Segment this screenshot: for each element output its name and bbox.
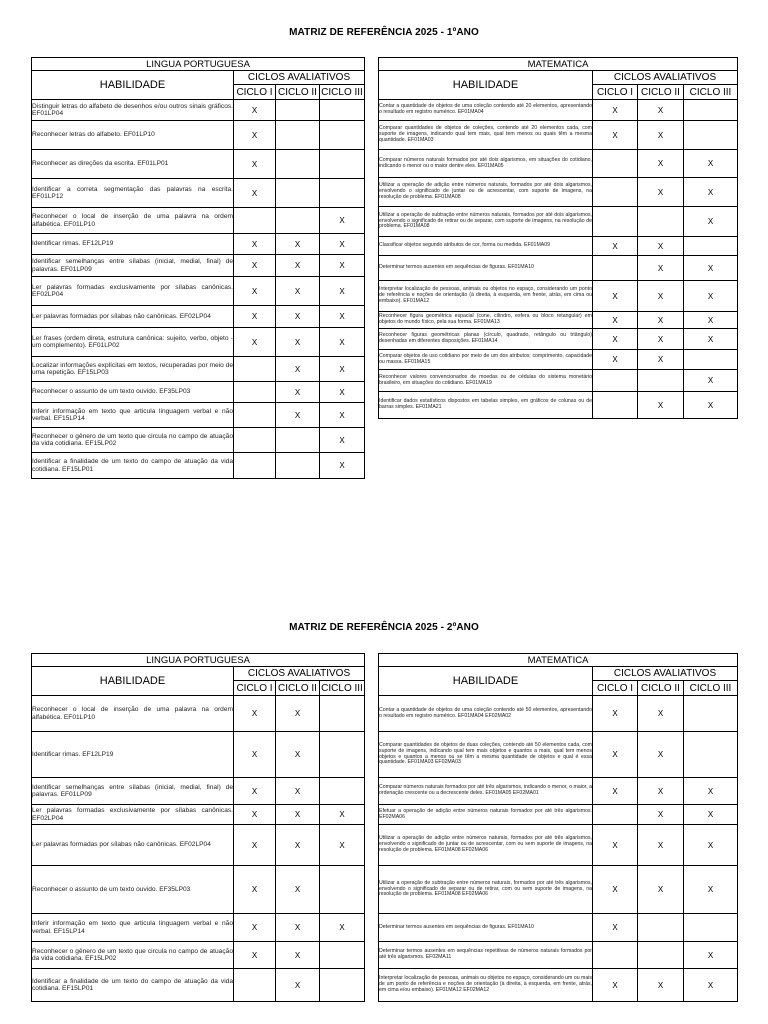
table-row: [32, 150, 365, 179]
habilidade-cell: Identificar a finalidade de um texto do campo de atuação da vida cotidiana. EF15LP01: [32, 969, 234, 1002]
ciclo-ii-mark: X: [276, 696, 320, 732]
ciclo-i-mark: [234, 428, 276, 453]
ciclo-iii-mark: X: [320, 255, 365, 277]
ciclo-iii-mark: X: [684, 281, 738, 312]
ciclo-ii-mark: [638, 370, 684, 392]
ciclo-ii-mark: [276, 428, 320, 453]
ciclo-iii-mark: [684, 237, 738, 256]
ciclo-iii-header: CICLO III: [684, 85, 738, 100]
ciclo-i-mark: X: [234, 150, 276, 179]
ciclo-i-header: CICLO I: [593, 681, 638, 696]
habilidade-cell: Comparar números naturais formados por até dois algarismos, em situações do cotidiano, indicando o menor ou o maior dentre eles. EF01MA05: [379, 150, 593, 178]
ciclo-ii-mark: X: [638, 121, 684, 150]
habilidade-cell: Identificar semelhanças entre sílabas (inicial, medial, final) de palavras. EF01LP09: [32, 778, 234, 805]
table-row: [379, 969, 738, 1002]
table-row: [379, 312, 738, 329]
table-row: [379, 370, 738, 392]
ciclo-iii-mark: [684, 732, 738, 778]
ciclo-iii-mark: [320, 100, 365, 121]
ciclo-iii-header: CICLO III: [321, 86, 363, 98]
ciclo-ii-mark: X: [638, 696, 684, 732]
habilidade-cell: Comparar quantidades de objetos de coleções, contendo até 20 elementos cada, com suporte de imagens, indicando qual tem mais, qual tem menos ou quais têm a mesma quantidade. EF01MA03: [379, 121, 593, 150]
habilidade-cell: Determinar termos ausentes em sequências de figuras. EF01MA10: [379, 256, 593, 281]
habilidade-cell: Identificar rimas. EF12LP19: [32, 732, 234, 778]
ciclo-i-mark: X: [593, 329, 638, 350]
ciclo-ii-mark: X: [638, 178, 684, 207]
habilidade-cell: Reconhecer o assunto de um texto ouvido. EF35LP03: [32, 382, 234, 403]
table-row: [379, 121, 738, 150]
habilidade-header: HABILIDADE: [379, 667, 593, 696]
habilidade-cell: Reconhecer o gênero de um texto que circula no campo de atuação da vida cotidiana. EF15LP02: [32, 942, 234, 969]
habilidade-cell: Determinar termos ausentes em sequências de figuras. EF01MA10: [379, 914, 593, 942]
table-row: [379, 100, 738, 121]
table-row: [379, 178, 738, 207]
ciclo-iii-mark: [684, 100, 738, 121]
ciclo-i-mark: [593, 392, 638, 419]
table-row: [32, 825, 365, 866]
table-row: [32, 914, 365, 942]
ciclo-i-mark: [234, 969, 276, 1002]
ciclo-i-header: CICLO I: [593, 85, 638, 100]
ciclo-ii-mark: [638, 914, 684, 942]
table-row: [32, 732, 365, 778]
table-row: [379, 732, 738, 778]
habilidade-cell: Reconhecer o local de inserção de uma palavra na ordem alfabética. EF01LP10: [32, 208, 234, 234]
ciclo-iii-mark: [684, 696, 738, 732]
ciclo-ii-mark: [276, 100, 320, 121]
ciclo-ii-mark: X: [638, 237, 684, 256]
habilidade-cell: Reconhecer o gênero de um texto que circula no campo de atuação da vida cotidiana. EF15LP02: [32, 428, 234, 453]
ciclo-iii-mark: X: [320, 357, 365, 382]
habilidade-cell: Utilizar a operação de adição entre números naturais, formados por até dois algarismos, envolvendo o significado de juntar ou de acrescentar, com suporte de imagens, na resolução de problema. EF01MA08: [379, 178, 593, 207]
table-row: [32, 969, 365, 1002]
habilidade-cell: Determinar termos ausentes em sequências repetitivas de números naturais formados por até três algarismos. EF02MA11: [379, 942, 593, 969]
ciclo-ii-mark: X: [276, 942, 320, 969]
habilidade-cell: Inferir informação em texto que articula linguagem verbal e não verbal. EF15LP14: [32, 914, 234, 942]
ciclo-iii-mark: X: [320, 306, 365, 328]
subject-header: MATEMATICA: [379, 58, 738, 71]
ciclo-iii-mark: X: [320, 208, 365, 234]
ciclo-i-mark: X: [234, 942, 276, 969]
ciclo-iii-mark: X: [684, 207, 738, 237]
table-row: [32, 100, 365, 121]
table-row: [379, 350, 738, 370]
subject-header: LINGUA PORTUGUESA: [32, 654, 365, 667]
table-row: [32, 121, 365, 150]
table-row: [32, 453, 365, 479]
ciclo-iii-mark: X: [320, 277, 365, 306]
ciclo-iii-mark: X: [684, 370, 738, 392]
ciclo-ii-mark: [638, 207, 684, 237]
habilidade-cell: Ler palavras formadas exclusivamente por sílabas canônicas. EF02LP04: [32, 277, 234, 306]
table-row: [379, 281, 738, 312]
ciclo-ii-mark: [638, 942, 684, 969]
ciclo-i-mark: X: [234, 255, 276, 277]
ciclo-iii-mark: X: [320, 914, 365, 942]
habilidade-cell: Efetuar a operação de adição entre números naturais formados por até três algarismos. EF02MA06: [379, 805, 593, 825]
ciclo-i-mark: X: [234, 179, 276, 208]
subject-header: LINGUA PORTUGUESA: [32, 58, 365, 71]
ciclo-ii-mark: X: [276, 825, 320, 866]
ciclo-i-mark: [234, 403, 276, 428]
table-row: [32, 942, 365, 969]
ciclo-iii-header: CICLO III: [321, 682, 363, 694]
habilidade-cell: Identificar rimas. EF12LP19: [32, 234, 234, 255]
ciclo-iii-mark: [684, 121, 738, 150]
ciclo-iii-mark: X: [684, 969, 738, 1002]
table-row: [32, 403, 365, 428]
ciclo-iii-header: CICLO III: [684, 681, 738, 696]
ciclo-iii-mark: X: [320, 825, 365, 866]
ciclo-i-mark: [593, 150, 638, 178]
table-row: [32, 805, 365, 825]
ciclo-ii-mark: X: [638, 969, 684, 1002]
ciclo-iii-mark: [320, 969, 365, 1002]
table-row: [32, 234, 365, 255]
ciclo-i-mark: X: [234, 277, 276, 306]
mt-table: [378, 653, 738, 1002]
ciclo-iii-mark: X: [684, 150, 738, 178]
ciclo-iii-mark: X: [684, 312, 738, 329]
ciclo-ii-mark: X: [638, 825, 684, 866]
ciclo-i-mark: X: [234, 732, 276, 778]
table-row: [32, 306, 365, 328]
ciclo-ii-mark: X: [638, 392, 684, 419]
habilidade-header: HABILIDADE: [32, 71, 234, 100]
ciclo-ii-mark: X: [276, 914, 320, 942]
ciclo-iii-mark: X: [320, 428, 365, 453]
ciclo-i-mark: [234, 453, 276, 479]
ciclo-iii-mark: [320, 732, 365, 778]
table-row: [32, 382, 365, 403]
ciclo-ii-mark: X: [276, 328, 320, 357]
ciclo-iii-mark: X: [320, 328, 365, 357]
ciclo-i-mark: X: [593, 825, 638, 866]
ciclo-iii-mark: X: [684, 778, 738, 805]
ciclo-iii-mark: X: [320, 234, 365, 255]
habilidade-cell: Ler palavras formadas por sílabas não canônicas. EF02LP04: [32, 306, 234, 328]
ciclo-i-header: CICLO I: [234, 85, 276, 100]
ciclo-ii-mark: X: [638, 100, 684, 121]
lp-table: [31, 653, 365, 1002]
ciclo-ii-mark: [276, 208, 320, 234]
habilidade-cell: Identificar semelhanças entre sílabas (inicial, medial, final) de palavras. EF01LP09: [32, 255, 234, 277]
ciclo-ii-mark: X: [276, 403, 320, 428]
ciclo-ii-header: CICLO II: [276, 681, 320, 696]
ciclo-ii-mark: X: [276, 732, 320, 778]
ciclo-iii-mark: [320, 696, 365, 732]
habilidade-cell: Inferir informação em texto que articula linguagem verbal e não verbal. EF15LP14: [32, 403, 234, 428]
habilidade-cell: Comparar objetos de uso cotidiano por meio de um dos atributos: comprimento, capacidade ou massa. EF01MA15: [379, 350, 593, 370]
section-title: MATRIZ DE REFERÊNCIA 2025 - 2ºANO: [289, 622, 479, 633]
habilidade-cell: Reconhecer o local de inserção de uma palavra na ordem alfabética. EF01LP10: [32, 696, 234, 732]
table-row: [32, 255, 365, 277]
ciclos-header: CICLOS AVALIATIVOS: [234, 667, 365, 681]
ciclo-ii-mark: [276, 121, 320, 150]
ciclo-iii-mark: X: [684, 825, 738, 866]
habilidade-cell: Reconhecer as direções da escrita. EF01LP01: [32, 150, 234, 179]
ciclo-ii-mark: X: [276, 382, 320, 403]
table-row: [379, 914, 738, 942]
habilidade-cell: Ler palavras formadas exclusivamente por sílabas canônicas. EF02LP04: [32, 805, 234, 825]
ciclo-ii-mark: X: [638, 281, 684, 312]
habilidade-cell: Identificar dados estatísticos dispostos em tabelas simples, em gráficos de colunas ou de barras simples. EF01MA21: [379, 392, 593, 419]
habilidade-cell: Distinguir letras do alfabeto de desenhos e/ou outros sinais gráficos. EF01LP04: [32, 100, 234, 121]
habilidade-cell: Reconhecer figura geométrica espacial (cone, cilindro, esfera ou bloco retangular) em objetos do mundo físico, pela sua forma. EF01MA13: [379, 312, 593, 329]
ciclos-header: CICLOS AVALIATIVOS: [593, 71, 738, 85]
habilidade-cell: Contar a quantidade de objetos de uma coleção contendo até 20 elementos, apresentando o resultado em registro numérico. EF01MA04: [379, 100, 593, 121]
ciclo-i-mark: X: [234, 825, 276, 866]
habilidade-cell: Comparar quantidades de objetos de duas coleções, contendo até 50 elementos cada, com suporte de imagens, indicando qual tem mais objetos e quantos a mais, qual tem menos objetos e quantos a menos ou se têm a mesma quantidade de objetos e qual é essa quantidade. EF01MA03 EF02MA03: [379, 732, 593, 778]
ciclo-i-mark: X: [593, 237, 638, 256]
ciclo-ii-mark: X: [638, 329, 684, 350]
ciclo-ii-mark: [276, 453, 320, 479]
ciclo-i-mark: X: [593, 350, 638, 370]
ciclo-iii-mark: X: [684, 392, 738, 419]
habilidade-cell: Reconhecer o assunto de um texto ouvido. EF35LP03: [32, 866, 234, 914]
habilidade-cell: Utilizar a operação de subtração entre números naturais, formados por até dois algarismos, envolvendo o significado de retirar ou de separar, com suporte de imagens, na resolução de problema. EF01MA08: [379, 207, 593, 237]
habilidade-cell: Classificar objetos segundo atributos de cor, forma ou medida. EF01MA09: [379, 237, 593, 256]
ciclo-iii-mark: [320, 778, 365, 805]
table-row: [32, 428, 365, 453]
habilidade-cell: Localizar informações explícitas em textos, recuperadas por meio de uma repetição. EF15LP03: [32, 357, 234, 382]
ciclo-i-mark: X: [593, 100, 638, 121]
lp-table: [31, 57, 365, 479]
ciclo-i-mark: X: [593, 121, 638, 150]
ciclo-ii-mark: X: [638, 866, 684, 914]
table-row: [32, 778, 365, 805]
ciclo-iii-mark: X: [320, 453, 365, 479]
ciclo-i-mark: X: [234, 696, 276, 732]
ciclo-i-mark: [593, 942, 638, 969]
ciclo-ii-mark: X: [276, 778, 320, 805]
habilidade-cell: Identificar a correta segmentação das palavras na escrita. EF01LP12: [32, 179, 234, 208]
ciclo-i-mark: X: [593, 969, 638, 1002]
table-row: [379, 256, 738, 281]
ciclo-iii-mark: [320, 866, 365, 914]
ciclo-i-mark: X: [593, 281, 638, 312]
ciclo-iii-mark: X: [684, 866, 738, 914]
habilidade-cell: Ler palavras formadas por sílabas não canônicas. EF02LP04: [32, 825, 234, 866]
ciclo-i-mark: [234, 357, 276, 382]
ciclo-ii-mark: X: [638, 732, 684, 778]
habilidade-cell: Interpretar localização de pessoas, animais ou objetos no espaço, considerando um ou mais de um ponto de referência e noções de orientação (à direita, à esquerda, em frente, atrás, em cima e/ou embaixo). EF01MA12 EF02MA12: [379, 969, 593, 1002]
table-row: [379, 942, 738, 969]
ciclo-i-mark: [593, 805, 638, 825]
table-row: [379, 805, 738, 825]
ciclo-i-mark: [234, 208, 276, 234]
ciclo-i-mark: X: [234, 234, 276, 255]
ciclos-header: CICLOS AVALIATIVOS: [234, 71, 365, 85]
ciclo-iii-mark: X: [320, 382, 365, 403]
ciclo-iii-mark: [684, 350, 738, 370]
ciclo-ii-mark: X: [276, 234, 320, 255]
ciclo-ii-mark: X: [276, 357, 320, 382]
ciclo-i-mark: X: [593, 914, 638, 942]
habilidade-header: HABILIDADE: [379, 71, 593, 100]
ciclo-iii-mark: X: [684, 805, 738, 825]
ciclo-ii-mark: X: [276, 277, 320, 306]
ciclo-iii-mark: [320, 121, 365, 150]
ciclo-ii-mark: X: [276, 969, 320, 1002]
section-title: MATRIZ DE REFERÊNCIA 2025 - 1ºANO: [289, 27, 479, 38]
habilidade-cell: Ler frases (ordem direta, estrutura canônica: sujeito, verbo, objeto - um complemento). EF01LP02: [32, 328, 234, 357]
ciclo-ii-mark: [276, 179, 320, 208]
table-row: [32, 696, 365, 732]
table-row: [32, 277, 365, 306]
table-row: [32, 328, 365, 357]
ciclos-header: CICLOS AVALIATIVOS: [593, 667, 738, 681]
ciclo-ii-mark: X: [276, 255, 320, 277]
ciclo-i-mark: X: [234, 778, 276, 805]
mt-table: [378, 57, 738, 419]
ciclo-i-mark: X: [593, 778, 638, 805]
ciclo-ii-mark: X: [638, 778, 684, 805]
subject-header: MATEMATICA: [379, 654, 738, 667]
table-row: [379, 392, 738, 419]
ciclo-iii-mark: [320, 179, 365, 208]
ciclo-i-mark: X: [593, 732, 638, 778]
table-row: [32, 208, 365, 234]
habilidade-cell: Reconhecer figuras geométricas planas (círculo, quadrado, retângulo ou triângulo) desenhadas em diferentes disposições. EF01MA14: [379, 329, 593, 350]
habilidade-cell: Reconhecer letras do alfabeto. EF01LP10: [32, 121, 234, 150]
ciclo-iii-mark: X: [320, 403, 365, 428]
table-row: [32, 179, 365, 208]
ciclo-i-mark: X: [234, 914, 276, 942]
ciclo-iii-mark: [320, 942, 365, 969]
ciclo-ii-mark: X: [638, 350, 684, 370]
table-row: [379, 237, 738, 256]
ciclo-ii-header: CICLO II: [638, 85, 684, 100]
ciclo-ii-header: CICLO II: [276, 85, 320, 100]
table-row: [379, 150, 738, 178]
table-row: [379, 825, 738, 866]
ciclo-i-mark: X: [234, 328, 276, 357]
table-row: [379, 696, 738, 732]
ciclo-i-mark: X: [593, 866, 638, 914]
ciclo-ii-mark: X: [276, 866, 320, 914]
habilidade-cell: Utilizar a operação de adição entre números naturais, formados por até três algarismos, envolvendo o significado de juntar ou de acrescentar, com ou sem suporte de imagens, na resolução de problema. EF01MA08 EF02MA06: [379, 825, 593, 866]
ciclo-iii-mark: X: [320, 805, 365, 825]
ciclo-ii-mark: X: [638, 150, 684, 178]
ciclo-ii-header: CICLO II: [638, 681, 684, 696]
table-row: [32, 357, 365, 382]
ciclo-ii-mark: X: [276, 306, 320, 328]
ciclo-iii-mark: X: [684, 942, 738, 969]
ciclo-ii-mark: X: [638, 805, 684, 825]
ciclo-i-mark: [234, 382, 276, 403]
ciclo-iii-mark: X: [684, 178, 738, 207]
ciclo-i-mark: [593, 370, 638, 392]
ciclo-i-mark: X: [234, 121, 276, 150]
habilidade-cell: Interpretar localização de pessoas, animais ou objetos no espaço, considerando um ponto de referência e noções de orientação (à direita, à esquerda, em frente, atrás, em cima ou embaixo). EF01MA12: [379, 281, 593, 312]
table-row: [32, 866, 365, 914]
habilidade-cell: Utilizar a operação de subtração entre números naturais, formados por até três algarismos, envolvendo o significado de separar ou de retirar, com ou sem suporte de imagens, na resolução de problema. EF01MA08 EF02MA06: [379, 866, 593, 914]
habilidade-cell: Identificar a finalidade de um texto do campo de atuação da vida cotidiana. EF15LP01: [32, 453, 234, 479]
ciclo-i-mark: X: [234, 306, 276, 328]
table-row: [379, 207, 738, 237]
ciclo-i-mark: X: [593, 312, 638, 329]
ciclo-iii-mark: X: [684, 256, 738, 281]
ciclo-iii-mark: X: [684, 329, 738, 350]
table-row: [379, 329, 738, 350]
table-row: [379, 778, 738, 805]
ciclo-iii-mark: [684, 914, 738, 942]
ciclo-i-header: CICLO I: [234, 681, 276, 696]
ciclo-iii-mark: [320, 150, 365, 179]
habilidade-header: HABILIDADE: [32, 667, 234, 696]
table-row: [379, 866, 738, 914]
ciclo-i-mark: [593, 207, 638, 237]
ciclo-i-mark: [593, 256, 638, 281]
habilidade-cell: Contar a quantidade de objetos de uma coleção contendo até 50 elementos, apresentando o resultado em registro numérico. EF01MA04 EF02MA02: [379, 696, 593, 732]
ciclo-i-mark: X: [593, 696, 638, 732]
ciclo-ii-mark: [276, 150, 320, 179]
habilidade-cell: Comparar números naturais formados por até três algarismos, indicando o menor, o maior, a ordenação crescente ou a decrescente deles. EF01MA05 EF02MA01: [379, 778, 593, 805]
ciclo-i-mark: X: [234, 866, 276, 914]
habilidade-cell: Reconhecer valores convencionados de moedas ou de cédulas do sistema monetário brasileiro, em situações do cotidiano. EF01MA19: [379, 370, 593, 392]
ciclo-ii-mark: X: [638, 312, 684, 329]
ciclo-i-mark: [593, 178, 638, 207]
ciclo-ii-mark: X: [638, 256, 684, 281]
ciclo-i-mark: X: [234, 805, 276, 825]
ciclo-i-mark: X: [234, 100, 276, 121]
ciclo-ii-mark: X: [276, 805, 320, 825]
